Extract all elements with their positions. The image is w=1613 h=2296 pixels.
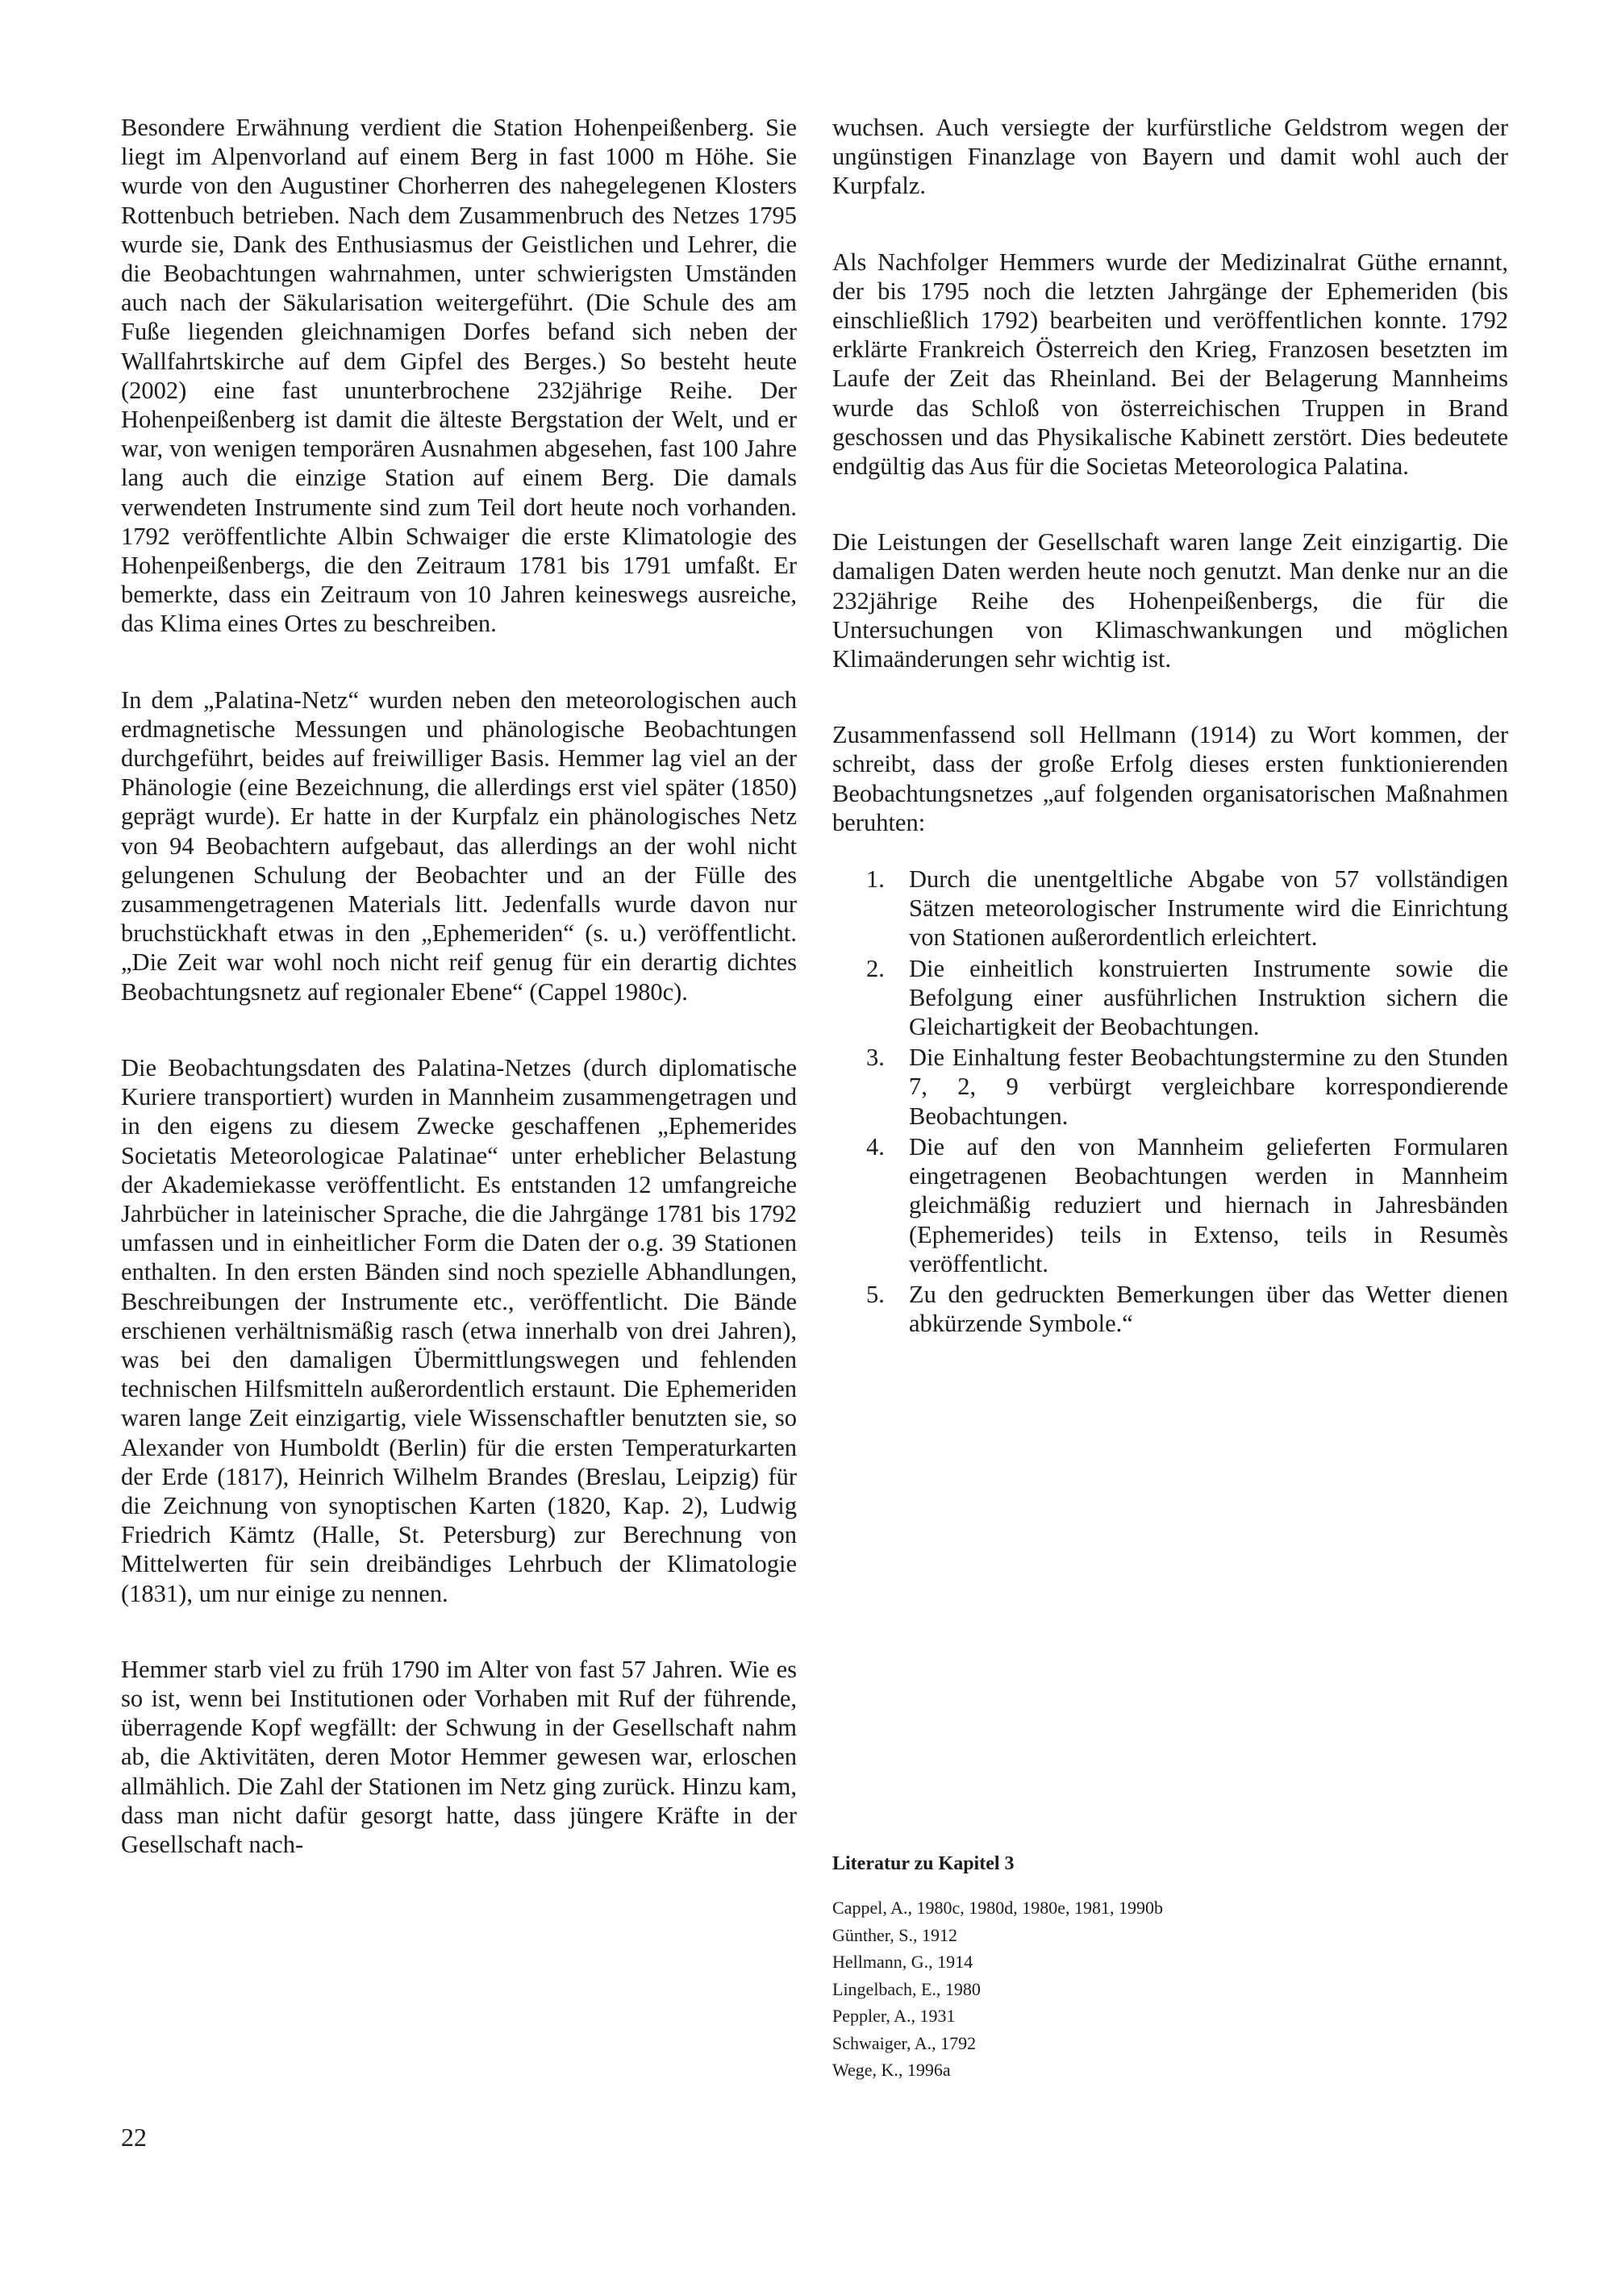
list-item-number: 5. bbox=[866, 1280, 885, 1308]
paragraph-continuation: wuchsen. Auch versiegte der kurfürstliche Geldstrom wegen der ungünstigen Finanzlage von Bayern und damit wohl auch der Kurpfalz. bbox=[832, 114, 1508, 200]
literature-entry: Cappel, A., 1980c, 1980d, 1980e, 1981, 1990b bbox=[832, 1898, 1164, 1918]
list-item-text: Die auf den von Mannheim gelieferten Formularen eingetragenen Beobachtungen werden in Mannheim gleichmäßig reduziert und hiernach in Jahresbänden (Ephemerides) teils in Extenso, teils in Resumès veröffentlicht. bbox=[909, 1132, 1508, 1277]
list-item bbox=[832, 954, 1508, 1042]
right-column bbox=[832, 113, 1508, 1340]
literature-entry: Günther, S., 1912 bbox=[832, 1924, 957, 1945]
measures-list bbox=[832, 865, 1508, 1338]
literature-entry: Hellmann, G., 1914 bbox=[832, 1952, 973, 1972]
list-item-text: Die Einhaltung fester Beobachtungstermine zu den Stunden 7, 2, 9 verbürgt vergleichbare korrespondierende Beobachtungen. bbox=[909, 1044, 1508, 1130]
list-item bbox=[832, 1043, 1508, 1131]
list-item bbox=[832, 865, 1508, 952]
list-item bbox=[832, 1132, 1508, 1278]
list-item-text: Die einheitlich konstruierten Instrumente sowie die Befolgung einer ausführlichen Instruktion sichern die Gleichartigkeit der Beobachtungen. bbox=[909, 954, 1508, 1041]
list-item-number: 2. bbox=[866, 954, 885, 982]
literature-entry: Wege, K., 1996a bbox=[832, 2060, 951, 2080]
paragraph-successor: Als Nachfolger Hemmers wurde der Medizinalrat Güthe ernannt, der bis 1795 noch die letzten Jahrgänge der Ephemeriden (bis einschließlich 1792) bearbeiten und veröffentlichen konnte. 1792 erklärte Frankreich Österreich den Krieg, Franzosen besetzten im Laufe der Zeit das Rheinland. Bei der Belagerung Mannheims wurde das Schloß von österreichischen Truppen in Brand geschossen und das Physikalische Kabinett zerstört. Dies bedeutete endgültig das Aus für die Societas Meteorologica Palatina. bbox=[832, 248, 1508, 481]
literature-entry: Lingelbach, E., 1980 bbox=[832, 1978, 981, 1999]
list-item-number: 1. bbox=[866, 865, 885, 894]
left-column bbox=[121, 113, 797, 1906]
page-number: 22 bbox=[121, 2123, 147, 2152]
paragraph-ephemerides: Die Beobachtungsdaten des Palatina-Netzes (durch diplomatische Kuriere transportiert) wurden in Mannheim zusammengetragen und in den eigens zu diesem Zwecke geschaffenen „Ephemerides Societatis Meteorologicae Palatinae“ unter erheblicher Belastung der Akademiekasse veröffentlicht. Es entstanden 12 umfangreiche Jahrbücher in lateinischer Sprache, die die Jahrgänge 1781 bis 1792 umfassen und in einheitlicher Form die Daten der o.g. 39 Stationen enthalten. In den ersten Bänden sind noch spezielle Abhandlungen, Beschreibungen der Instrumente etc., veröffentlicht. Die Bände erschienen verhältnismäßig rasch (etwa innerhalb von drei Jahren), was bei den damaligen Übermittlungswegen und fehlenden technischen Hilfsmitteln außerordentlich erstaunt. Die Ephemeriden waren lange Zeit einzigartig, viele Wissenschaftler benutzten sie, so Alexander von Humboldt (Berlin) für die ersten Temperaturkarten der Erde (1817), Heinrich Wilhelm Brandes (Breslau, Leipzig) für die Zeichnung von synoptischen Karten (1820, Kap. 2), Ludwig Friedrich Kämtz (Halle, St. Petersburg) zur Berechnung von Mittelwerten für sein dreibändiges Lehrbuch der Klimatologie (1831), um nur einige zu nennen. bbox=[121, 1053, 797, 1607]
paragraph-hellmann-quote: Zusammenfassend soll Hellmann (1914) zu Wort kommen, der schreibt, dass der große Erfolg dieses ersten funktionierenden Beobachtungsnetzes „auf folgenden organisatorischen Maßnahmen beruhten: bbox=[832, 721, 1508, 836]
list-item-text: Zu den gedruckten Bemerkungen über das Wetter dienen abkürzende Symbole.“ bbox=[909, 1280, 1508, 1338]
literature-entry: Peppler, A., 1931 bbox=[832, 2006, 956, 2026]
literature-heading: Literatur zu Kapitel 3 bbox=[832, 1853, 1015, 1874]
literature-section bbox=[832, 1853, 1508, 2084]
list-item bbox=[832, 1280, 1508, 1338]
paragraph-palatina-netz: In dem „Palatina-Netz“ wurden neben den meteorologischen auch erdmagnetische Messungen und phänologische Beobachtungen durchgeführt, beides auf freiwilliger Basis. Hemmer lag viel an der Phänologie (eine Bezeichnung, die allerdings erst viel später (1850) geprägt wurde). Er hatte in der Kurpfalz ein phänologisches Netz von 94 Beobachtern aufgebaut, das allerdings an der wohl nicht gelungenen Schulung der Beobachter und an der Fülle des zusammengetragenen Materials litt. Jedenfalls wurde davon nur bruchstückhaft etwas in den „Ephemeriden“ (s. u.) veröffentlicht. „Die Zeit war wohl noch nicht reif genug für ein derartig dichtes Beobachtungsnetz auf regionaler Ebene“ (Cappel 1980c). bbox=[121, 685, 797, 1006]
literature-list bbox=[832, 1894, 1508, 2084]
list-item-number: 4. bbox=[866, 1132, 885, 1161]
list-item-number: 3. bbox=[866, 1044, 885, 1072]
paragraph-hemmer-death: Hemmer starb viel zu früh 1790 im Alter von fast 57 Jahren. Wie es so ist, wenn bei Institutionen oder Vorhaben mit Ruf der führende, überragende Kopf wegfällt: der Schwung in der Gesellschaft nahm ab, die Aktivitäten, deren Motor Hemmer gewesen war, erloschen allmählich. Die Zahl der Stationen im Netz ging zurück. Hinzu kam, dass man nicht dafür gesorgt hatte, dass jüngere Kräfte in der Gesellschaft nach- bbox=[121, 1655, 797, 1858]
paragraph-hohenpeissenberg: Besondere Erwähnung verdient die Station Hohenpeißenberg. Sie liegt im Alpenvorland auf einem Berg in fast 1000 m Höhe. Sie wurde von den Augustiner Chorherren des nahegelegenen Klosters Rottenbuch betrieben. Nach dem Zusammenbruch des Netzes 1795 wurde sie, Dank des Enthusiasmus der Geistlichen und Lehrer, die die Beobachtungen wahrnahmen, unter schwierigsten Umständen auch nach der Säkularisation weitergeführt. (Die Schule des am Fuße liegenden gleichnamigen Dorfes befand sich neben der Wallfahrtskirche auf dem Gipfel des Berges.) So besteht heute (2002) eine fast ununterbrochene 232jährige Reihe. Der Hohenpeißenberg ist damit die älteste Bergstation der Welt, und er war, von wenigen temporären Ausnahmen abgesehen, fast 100 Jahre lang auch die einzige Station auf einem Berg. Die damals verwendeten Instrumente sind zum Teil dort heute noch vorhanden. 1792 veröffentlichte Albin Schwaiger die erste Klimatologie des Hohenpeißenbergs, die den Zeitraum 1781 bis 1791 umfaßt. Er bemerkte, dass ein Zeitraum von 10 Jahren keineswegs ausreiche, das Klima eines Ortes zu beschreiben. bbox=[121, 114, 797, 638]
paragraph-achievements: Die Leistungen der Gesellschaft waren lange Zeit einzigartig. Die damaligen Daten werden heute noch genutzt. Man denke nur an die 232jährige Reihe des Hohenpeißenbergs, die für die Untersuchungen von Klimaschwankungen und möglichen Klimaänderungen sehr wichtig ist. bbox=[832, 528, 1508, 673]
literature-entry: Schwaiger, A., 1792 bbox=[832, 2032, 977, 2053]
list-item-text: Durch die unentgeltliche Abgabe von 57 vollständigen Sätzen meteorologischer Instrumente wird die Einrichtung von Stationen außerordentlich erleichtert. bbox=[909, 865, 1508, 952]
